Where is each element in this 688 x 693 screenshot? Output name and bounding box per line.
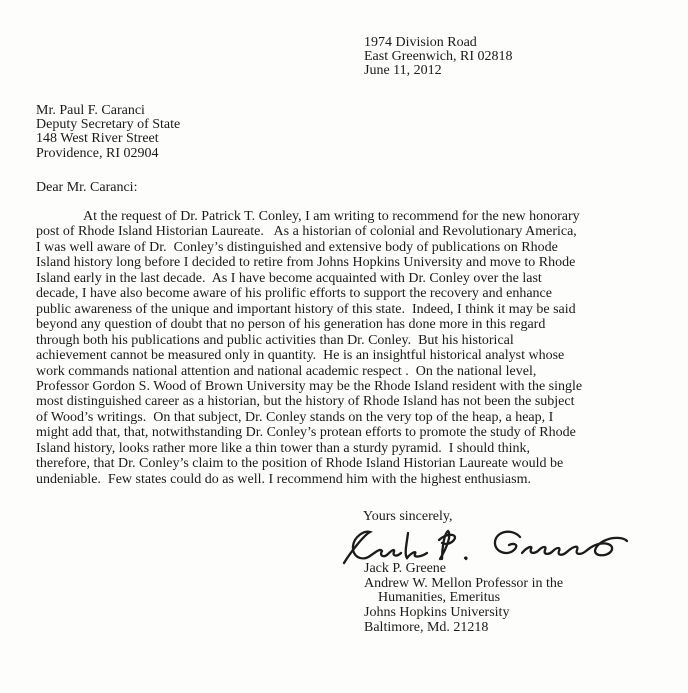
recipient-address-line: Mr. Paul F. Caranci — [36, 103, 145, 118]
body-line: work commands national attention and national academic respect . On the national level, — [36, 363, 537, 379]
body-line: At the request of Dr. Patrick T. Conley, I am writing to recommend for the new honorary — [83, 209, 580, 224]
body-line: public awareness of the unique and important history of this state. Indeed, I think it may be said — [36, 301, 576, 317]
signature-identity-line: Johns Hopkins University — [364, 605, 510, 621]
closing-phrase: Yours sincerely, — [363, 509, 453, 524]
recipient-address-line: Deputy Secretary of State — [36, 117, 181, 133]
body-line: Island early in the last decade. As I have become acquainted with Dr. Conley over the last — [36, 270, 542, 286]
body-line: I was well aware of Dr. Conley’s distinguished and extensive body of publications on Rhode — [36, 239, 558, 255]
body-line: Professor Gordon S. Wood of Brown University may be the Rhode Island resident with the single — [36, 378, 583, 394]
body-line: Island history long before I decided to retire from Johns Hopkins University and move to Rhode — [36, 255, 576, 271]
body-line: Island history, looks rather more like a thin tower than a sturdy pyramid. I should think, — [36, 440, 531, 456]
signature-identity-block — [364, 562, 563, 636]
body-line: decade, I have also become aware of his prolific efforts to support the recovery and enhance — [36, 286, 552, 302]
body-line: of Wood’s writings. On that subject, Dr. Conley stands on the very top of the heap, a heap, I — [36, 409, 554, 425]
sender-address-block — [364, 36, 513, 79]
sender-address-line: 1974 Division Road — [364, 35, 477, 50]
signature-identity-line: Baltimore, Md. 21218 — [364, 619, 489, 635]
recipient-address-line: 148 West River Street — [36, 131, 159, 147]
body-line: beyond any question of doubt that no person of his generation has done more in this regard — [36, 317, 546, 333]
body-line: therefore, that Dr. Conley’s claim to the position of Rhode Island Historian Laureate would be — [36, 456, 564, 472]
body-line: most distinguished career as a historian, but the history of Rhode Island has not been the subject — [36, 394, 575, 410]
sender-address-line: East Greenwich, RI 02818 — [364, 49, 513, 65]
salutation: Dear Mr. Caranci: — [36, 180, 138, 195]
sender-address-line: June 11, 2012 — [364, 63, 442, 79]
body-line: might add that, that, notwithstanding Dr. Conley’s protean efforts to promote the study of Rhode — [36, 425, 576, 441]
signature-identity-line: Humanities, Emeritus — [364, 590, 501, 606]
letter-body — [36, 209, 666, 487]
signature-identity-line: Andrew W. Mellon Professor in the — [364, 575, 564, 591]
recipient-address-block — [36, 104, 180, 161]
body-line: post of Rhode Island Historian Laureate. As a historian of colonial and Revolutionary America, — [36, 224, 577, 240]
body-line: achievement cannot be measured only in quantity. He is an insightful historical analyst whose — [36, 348, 565, 364]
body-line: through both his publications and public activities than Dr. Conley. But his historical — [36, 332, 514, 348]
body-line: undeniable. Few states could do as well. I recommend him with the highest enthusiasm. — [36, 471, 531, 487]
recipient-address-line: Providence, RI 02904 — [36, 145, 159, 161]
signature-identity-line: Jack P. Greene — [364, 561, 447, 576]
